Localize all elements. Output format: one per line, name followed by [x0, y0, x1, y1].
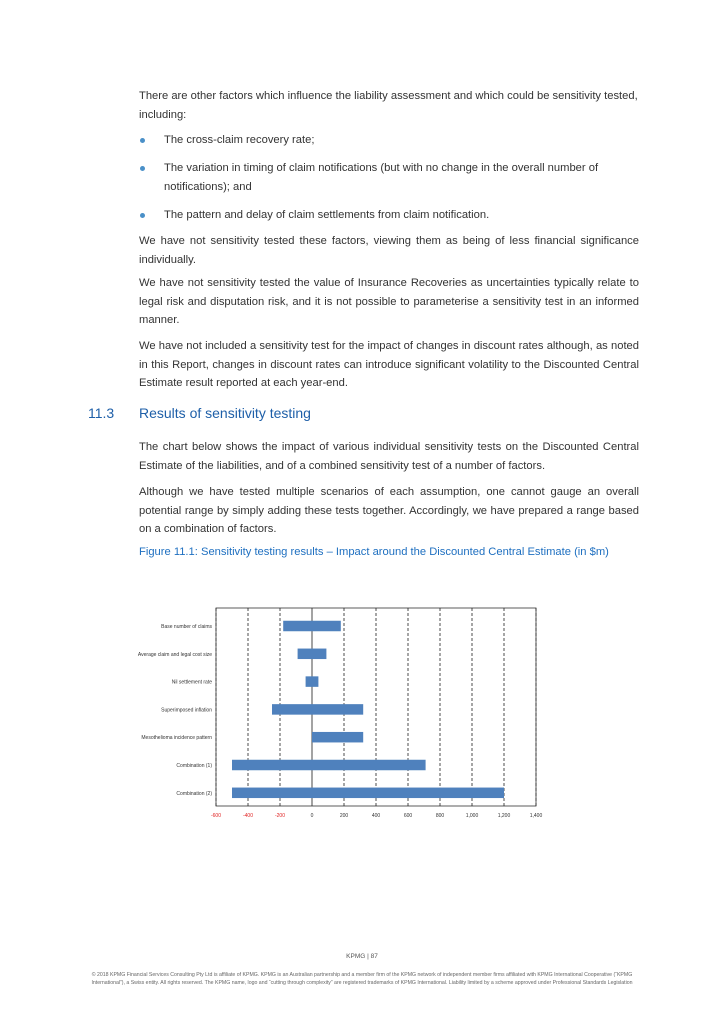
intro-paragraph: There are other factors which influence the liability assessment and which could be sensitivity tested, including:	[139, 90, 638, 121]
bullet-text: The cross-claim recovery rate;	[164, 134, 315, 146]
x-tick-label: -200	[274, 813, 286, 819]
sensitivity-tornado-chart	[130, 600, 550, 830]
footer-legal-text: © 2018 KPMG Financial Services Consulting Pty Ltd is affiliate of KPMG. KPMG is an Australian partnership and a member firm of the KPMG network of independent member firms affiliated with KPMG International Cooperative (“KPMG International”), a Swiss entity. All rights reserved. The KPMG name, logo and “cutting through complexity” are registered trademarks of KPMG International. Liability limited by a scheme approved under Professional Standards Legislation	[91, 972, 633, 986]
plot-area-border	[216, 608, 536, 806]
bullet-item	[139, 159, 639, 196]
section-title: Results of sensitivity testing	[139, 405, 311, 421]
x-tick-label: 0	[310, 813, 314, 819]
discount-rates-paragraph: We have not included a sensitivity test for the impact of changes in discount rates although, as noted in this Report, changes in discount rates can introduce significant volatility to the Discounted Central Estimate result reported at each year-end.	[139, 340, 639, 389]
chart-intro-paragraph: The chart below shows the impact of various individual sensitivity tests on the Discounted Central Estimate of the liabilities, and of a combined sensitivity test of a number of factors.	[139, 441, 639, 472]
x-tick-label: 800	[435, 813, 445, 819]
x-tick-label: 1,400	[529, 813, 543, 819]
bar-5	[232, 760, 426, 771]
figure-caption: Figure 11.1: Sensitivity testing results – Impact around the Discounted Central Estimate (in $m)	[139, 546, 609, 558]
category-label: Average claim and legal cost size	[137, 651, 212, 658]
x-tick-label: 1,000	[465, 813, 479, 819]
insurance-recoveries-paragraph: We have not sensitivity tested the value of Insurance Recoveries as uncertainties typically relate to legal risk and disputation risk, and it is not possible to parameterise a sensitivity test in an informed manner.	[139, 277, 639, 326]
not-tested-paragraph: We have not sensitivity tested these factors, viewing them as being of less financial significance individually.	[139, 235, 639, 266]
bar-3	[272, 704, 363, 715]
section-number: 11.3	[88, 405, 115, 421]
bar-1	[298, 649, 327, 660]
range-note-paragraph: Although we have tested multiple scenarios of each assumption, one cannot gauge an overall potential range by simply adding these tests together. Accordingly, we have prepared a range based on a combination of factors.	[139, 486, 639, 535]
x-tick-label: 400	[371, 813, 381, 819]
category-label: Mesothelioma incidence pattern	[141, 735, 212, 742]
footer-page-number: KPMG | 87	[346, 953, 378, 960]
category-label: Superimposed inflation	[161, 707, 212, 714]
x-tick-label: 1,200	[497, 813, 511, 819]
bar-2	[306, 676, 319, 687]
x-tick-label: -400	[242, 813, 254, 819]
category-label: Nil settlement rate	[171, 679, 212, 686]
bullet-dot-icon	[140, 213, 145, 218]
x-tick-label: 200	[339, 813, 349, 819]
bullet-item	[139, 206, 639, 225]
bullet-text: The variation in timing of claim notifications (but with no change in the overall number of notifications); and	[164, 162, 599, 193]
category-label: Combination (1)	[176, 763, 212, 769]
x-tick-label: -600	[210, 813, 222, 819]
bar-0	[283, 621, 341, 632]
x-tick-label: 600	[403, 813, 413, 819]
bullet-dot-icon	[140, 166, 145, 171]
bullet-text: The pattern and delay of claim settlements from claim notification.	[164, 209, 490, 221]
category-label: Combination (2)	[176, 790, 212, 797]
bar-4	[312, 732, 363, 743]
bullet-item	[139, 131, 639, 150]
bar-6	[232, 788, 504, 799]
bullet-dot-icon	[140, 138, 145, 143]
category-label: Base number of claims	[161, 624, 212, 630]
